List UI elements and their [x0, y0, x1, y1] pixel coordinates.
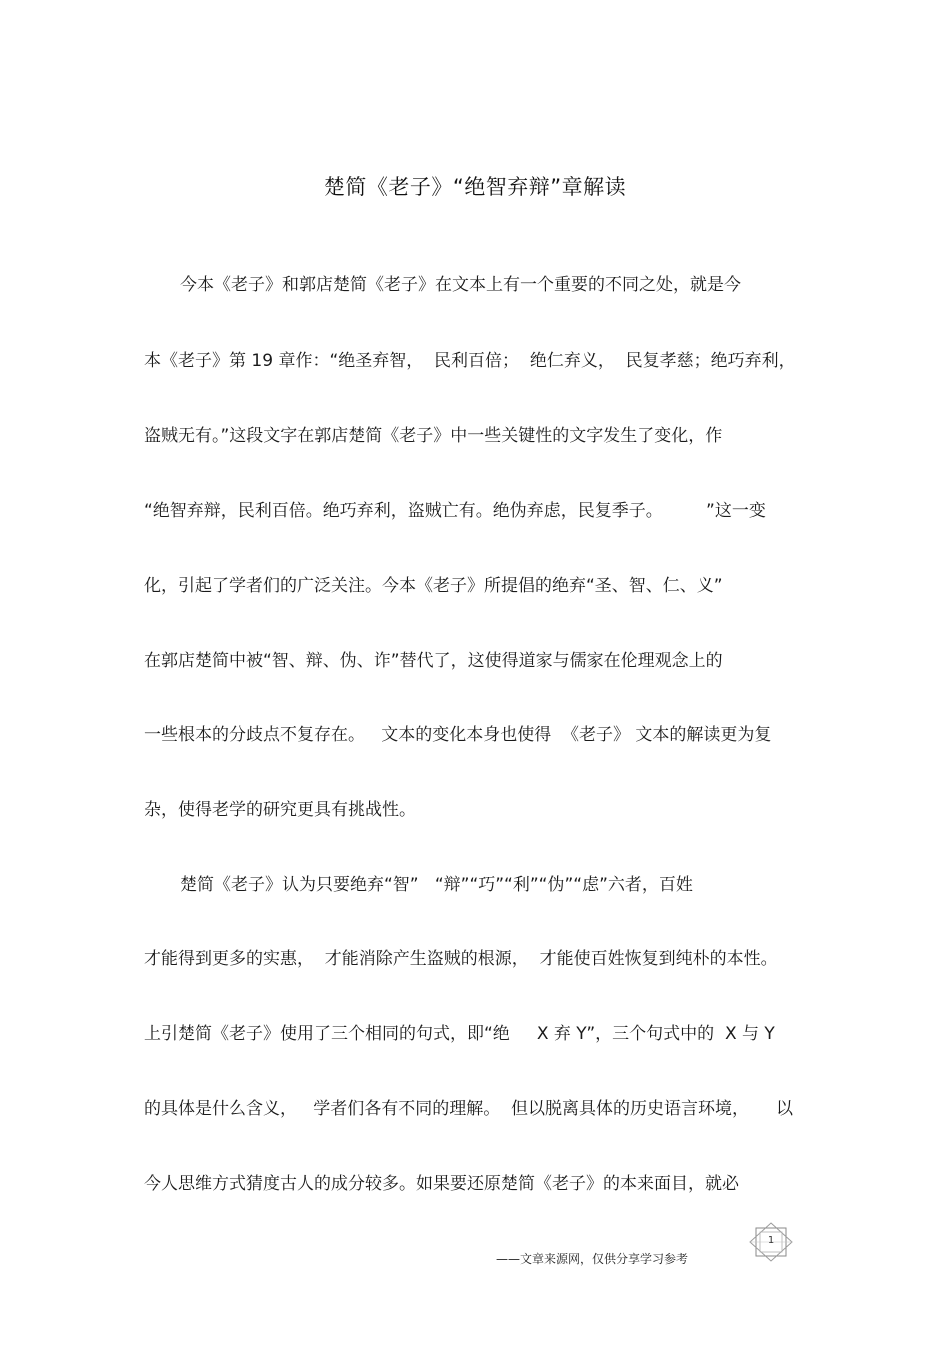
paragraph-line: 的具体是什么含义， 学者们各有不同的理解。 但以脱离具体的历史语言环境， 以	[144, 1099, 794, 1119]
paragraph-line: 杂，使得老学的研究更具有挑战性。	[144, 800, 416, 820]
paragraph-line: 才能得到更多的实惠， 才能消除产生盗贼的根源， 才能使百姓恢复到纯朴的本性。	[144, 949, 778, 969]
document-title: 楚简《老子》“绝智弃辩”章解读	[323, 175, 627, 199]
footer-source-note: ——文章来源网，仅供分享学习参考	[496, 1252, 689, 1266]
paragraph-line: 盗贼无有。”这段文字在郭店楚简《老子》中一些关键性的文字发生了变化，作	[144, 426, 723, 446]
page-number: 1	[767, 1235, 775, 1246]
paragraph-line: 今本《老子》和郭店楚简《老子》在文本上有一个重要的不同之处，就是今	[180, 275, 741, 295]
paragraph-line: 楚简《老子》认为只要绝弃“智” “辩”“巧”“利”“伪”“虑”六者，百姓	[180, 875, 693, 895]
paragraph-line: 上引楚简《老子》使用了三个相同的句式，即“绝 X 弃 Y”，三个句式中的 X 与 Y	[144, 1024, 775, 1044]
paragraph-line: 在郭店楚简中被“智、辩、伪、诈”替代了，这使得道家与儒家在伦理观念上的	[144, 651, 723, 671]
paragraph-line: “绝智弃辩，民利百倍。绝巧弃利，盗贼亡有。绝伪弃虑，民复季子。 ”这一变	[144, 501, 766, 521]
paragraph-line: 一些根本的分歧点不复存在。 文本的变化本身也使得 《老子》 文本的解读更为复	[144, 725, 772, 745]
page-number-badge	[748, 1222, 794, 1262]
paragraph-line: 本《老子》第 19 章作：“绝圣弃智， 民利百倍； 绝仁弃义， 民复孝慈；绝巧弃利，	[144, 351, 796, 371]
paragraph-line: 今人思维方式猜度古人的成分较多。如果要还原楚简《老子》的本来面目，就必	[144, 1174, 739, 1194]
paragraph-line: 化，引起了学者们的广泛关注。今本《老子》所提倡的绝弃“圣、智、仁、义”	[144, 576, 723, 596]
